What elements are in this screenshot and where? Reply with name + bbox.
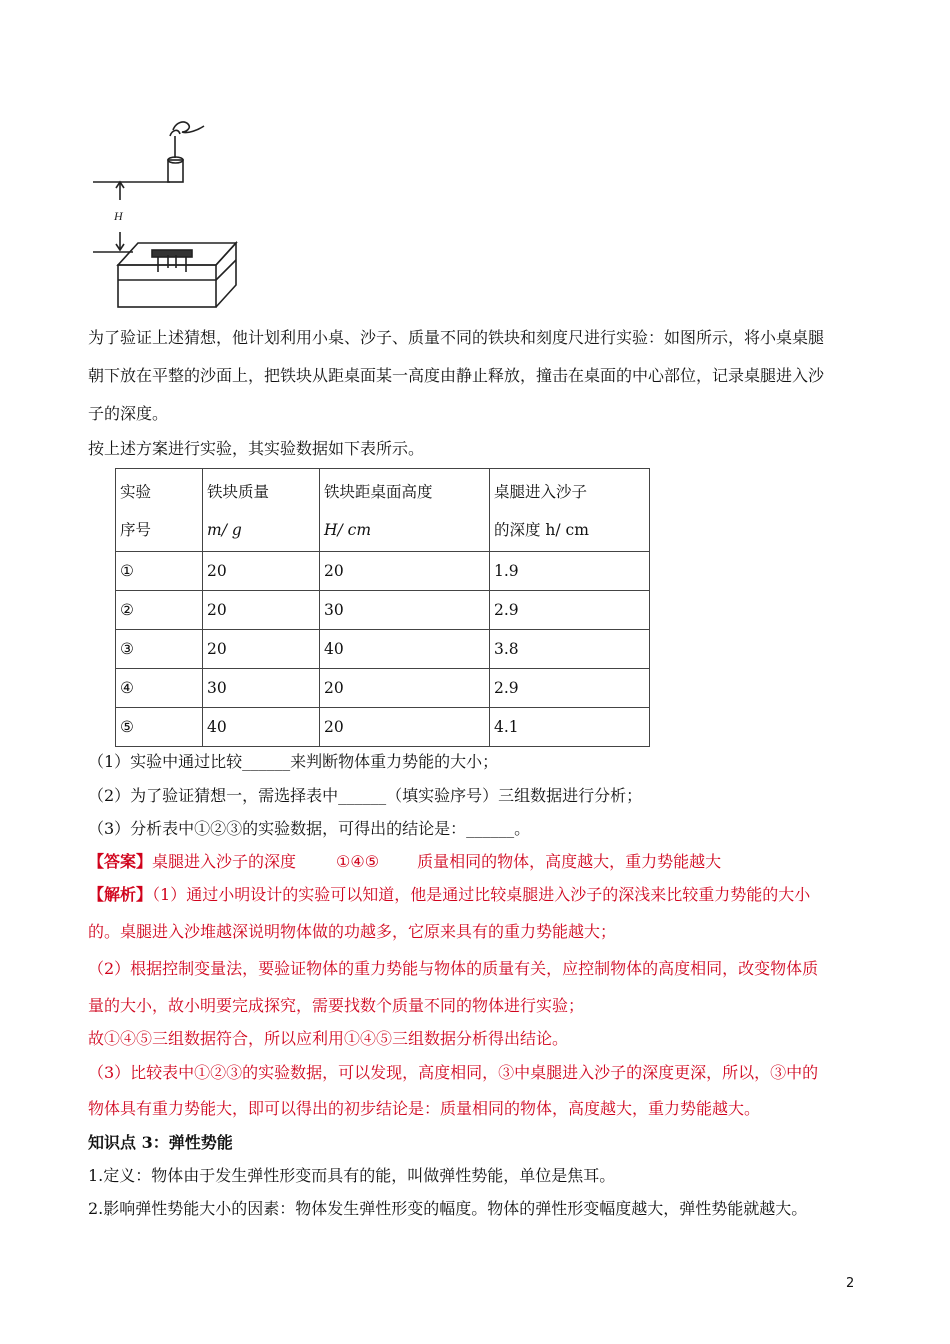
knowledge-p1: 1.定义：物体由于发生弹性形变而具有的能，叫做弹性势能，单位是焦耳。 — [88, 1166, 616, 1185]
question-3: （3）分析表中①②③的实验数据，可得出的结论是：______。 — [88, 819, 531, 838]
analysis-line-6: （3）比较表中①②③的实验数据，可以发现，高度相同，③中桌腿进入沙子的深度更深，所以，③中的 — [88, 1063, 819, 1082]
answer-2: ①④⑤ — [336, 852, 380, 871]
table-cell: 20 — [320, 669, 490, 708]
analysis-line-5: 故①④⑤三组数据符合，所以应利用①④⑤三组数据分析得出结论。 — [88, 1029, 569, 1048]
table-cell: 1.9 — [490, 552, 650, 591]
table-cell: 3.8 — [490, 630, 650, 669]
table-cell: 40 — [320, 630, 490, 669]
analysis-line-7: 物体具有重力势能大，即可以得出的初步结论是：质量相同的物体，高度越大，重力势能越大。 — [88, 1099, 761, 1118]
table-cell: 20 — [320, 552, 490, 591]
table-cell: 2.9 — [490, 591, 650, 630]
intro-line-3: 子的深度。 — [88, 404, 169, 423]
page-number: 2 — [846, 1276, 855, 1291]
answer-tag: 【答案】 — [88, 852, 153, 871]
table-row — [116, 591, 650, 630]
analysis-tag: 【解析】 — [88, 885, 153, 904]
table-cell: 30 — [320, 591, 490, 630]
answer-1: 桌腿进入沙子的深度 — [152, 852, 297, 871]
table-header-row — [116, 469, 650, 552]
table-cell: ④ — [116, 669, 203, 708]
knowledge-title: 知识点 3：弹性势能 — [88, 1133, 233, 1152]
table-cell: 20 — [320, 708, 490, 747]
intro-line-4: 按上述方案进行实验，其实验数据如下表所示。 — [88, 439, 425, 458]
experiment-figure — [88, 110, 248, 310]
table-cell: 40 — [203, 708, 320, 747]
question-1: （1）实验中通过比较______来判断物体重力势能的大小； — [88, 752, 499, 771]
table-row — [116, 708, 650, 747]
table-cell: ⑤ — [116, 708, 203, 747]
table-cell: 4.1 — [490, 708, 650, 747]
table-cell: 20 — [203, 552, 320, 591]
table-cell: 20 — [203, 630, 320, 669]
analysis-line-4: 量的大小，故小明要完成探究，需要找数个质量不同的物体进行实验； — [88, 996, 585, 1015]
header-cell: 桌腿进入沙子 的深度 h/ cm — [490, 469, 650, 552]
knowledge-p2: 2.影响弹性势能大小的因素：物体发生弹性形变的幅度。物体的弹性形变幅度越大，弹性势能就越大。 — [88, 1199, 808, 1218]
answer-3: 质量相同的物体，高度越大，重力势能越大 — [417, 852, 722, 871]
data-table — [115, 468, 650, 747]
header-cell: 实验 序号 — [116, 469, 203, 552]
table-row — [116, 669, 650, 708]
intro-line-2: 朝下放在平整的沙面上，把铁块从距桌面某一高度由静止释放，撞击在桌面的中心部位，记录桌腿进入沙 — [88, 366, 825, 385]
table-cell: ③ — [116, 630, 203, 669]
answer-line — [88, 850, 721, 874]
apparatus-diagram — [88, 110, 248, 310]
table-cell: ② — [116, 591, 203, 630]
question-2: （2）为了验证猜想一，需选择表中______（填实验序号）三组数据进行分析； — [88, 786, 643, 805]
header-cell: 铁块质量 m/ g — [203, 469, 320, 552]
analysis-line-1: 【解析】（1）通过小明设计的实验可以知道，他是通过比较桌腿进入沙子的深浅来比较重力势能的大小 — [88, 885, 811, 904]
header-cell: 铁块距桌面高度 H/ cm — [320, 469, 490, 552]
intro-line-1: 为了验证上述猜想，他计划利用小桌、沙子、质量不同的铁块和刻度尺进行实验：如图所示，将小桌桌腿 — [88, 328, 825, 347]
sand-box-front — [118, 265, 216, 307]
table-cell: 20 — [203, 591, 320, 630]
table-cell: 30 — [203, 669, 320, 708]
table-cell: ① — [116, 552, 203, 591]
small-table — [152, 250, 192, 257]
analysis-line-3: （2）根据控制变量法，要验证物体的重力势能与物体的质量有关，应控制物体的高度相同，改变物体质 — [88, 959, 819, 978]
table-cell: 2.9 — [490, 669, 650, 708]
table-row — [116, 552, 650, 591]
height-label: H — [114, 209, 123, 223]
table-row — [116, 630, 650, 669]
analysis-line-2: 的。桌腿进入沙堆越深说明物体做的功越多，它原来具有的重力势能越大； — [88, 922, 617, 941]
